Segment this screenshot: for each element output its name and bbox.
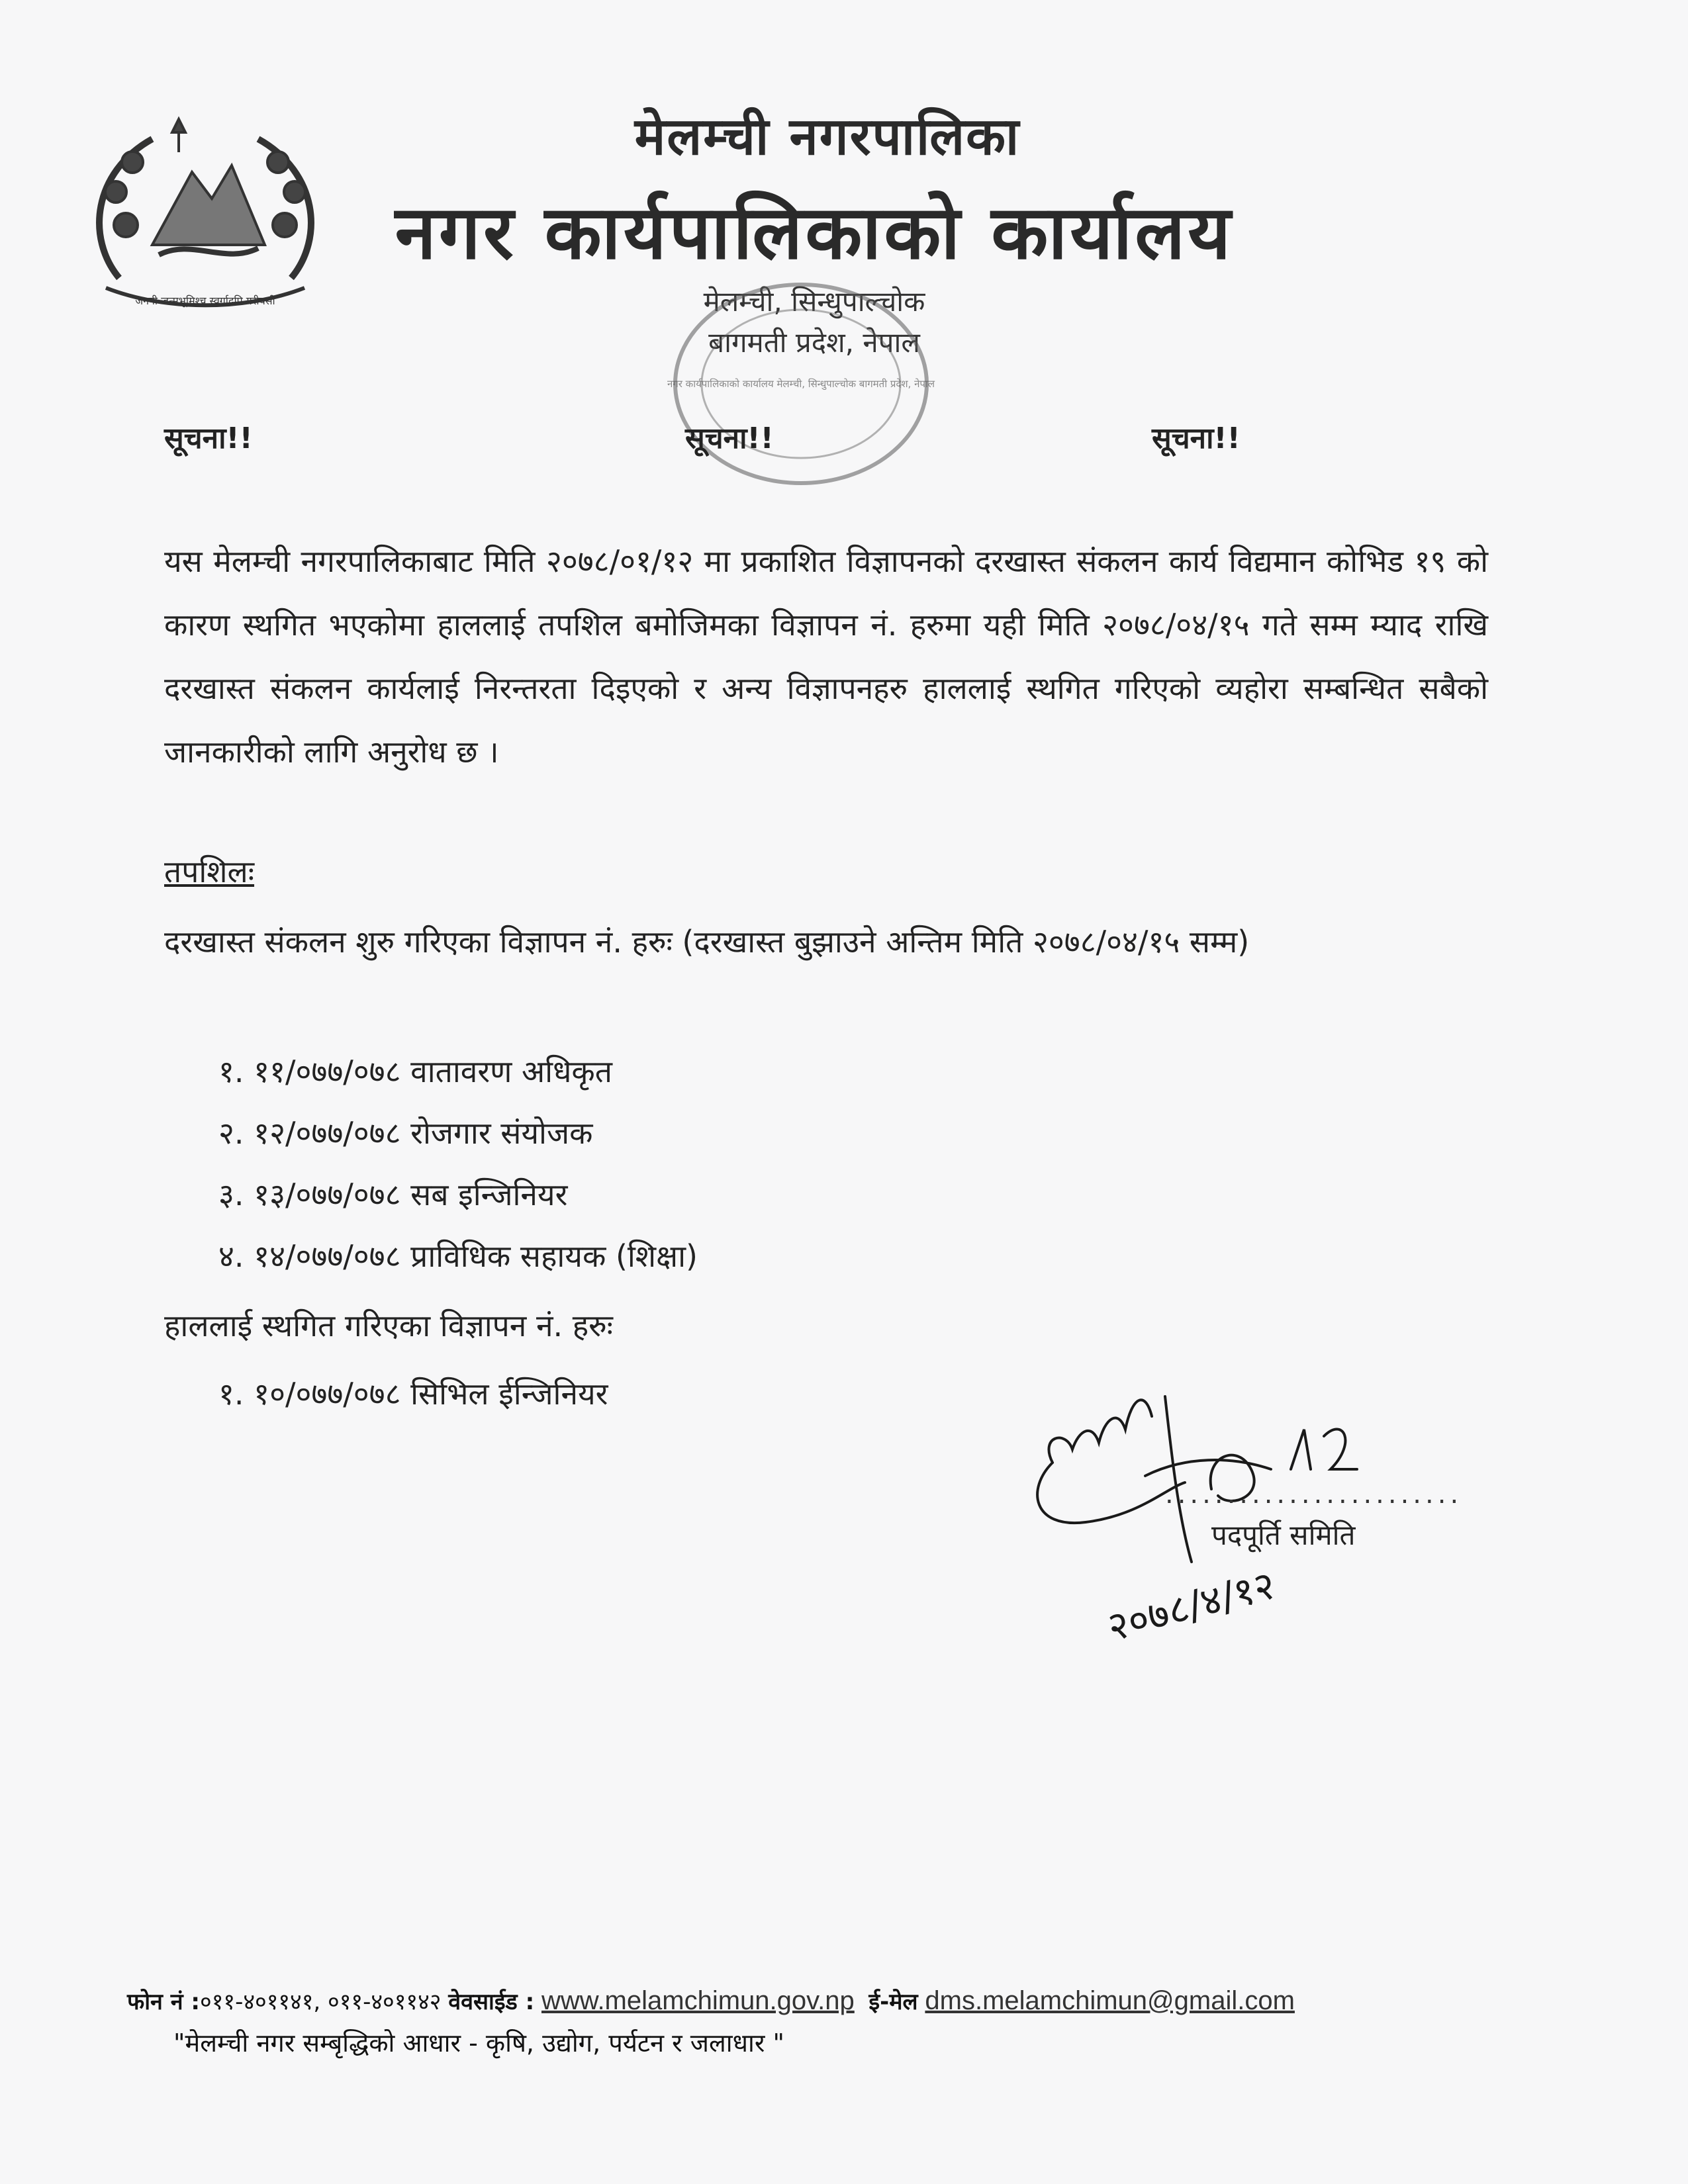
phone-numbers: ०११-४०११४१, ०११-४०११४२ (200, 1989, 442, 2015)
contact-footer (127, 1985, 1617, 2016)
email-label: ई-मेल (868, 1989, 918, 2015)
notice-body: यस मेलम्ची नगरपालिकाबाट मिति २०७८/०१/१२ मा प्रकाशित विज्ञापनको दरखास्त संकलन कार्य विद्यमान कोभिड १९ को कारण स्थगित भएकोमा हाललाई तपशिल बमोजिमका विज्ञापन नं. हरुमा यही मिति २०७८/०४/१५ गते सम्म म्याद राखि दरखास्त संकलन कार्यलाई निरन्तरता दिइएको र अन्य विज्ञापनहरु हाललाई स्थगित गरिएको व्यहोरा सम्बन्धित सबैको जानकारीको लागि अनुरोध छ । (164, 543, 1488, 770)
emblem-motto: जननी जन्मभूमिश्च स्वर्गादपि गरीयसी (135, 295, 275, 307)
footer-slogan: "मेलम्ची नगर सम्बृद्धिको आधार - कृषि, उद्योग, पर्यटन र जलाधार " (173, 2028, 784, 2058)
phone-label: फोन नं : (127, 1989, 201, 2015)
signature-line: ........................ (1165, 1479, 1463, 1510)
list-item: ३. १३/०७७/०७८ सब इन्जिनियर (218, 1177, 568, 1212)
notice-label-right: सूचना!! (1152, 422, 1241, 455)
signature-date: २०७८/४/१२ (1102, 1561, 1280, 1651)
municipality-name: मेलम्ची नगरपालिका (634, 107, 1021, 167)
list-item: १. ११/०७७/०७८ वातावरण अधिकृत (218, 1054, 612, 1089)
list-item: २. १२/०७७/०७८ रोजगार संयोजक (218, 1115, 593, 1151)
postponed-vacancies-heading: हाललाई स्थगित गरिएका विज्ञापन नं. हरुः (164, 1308, 613, 1343)
notice-label-left: सूचना!! (164, 422, 253, 455)
list-item: १. १०/०७७/०७८ सिभिल ईन्जिनियर (218, 1376, 608, 1412)
website-label: वेवसाईड : (448, 1989, 535, 2015)
email-link[interactable]: dms.melamchimun@gmail.com (925, 1986, 1295, 2015)
office-stamp (635, 251, 966, 496)
address-line-2: बागमती प्रदेश, नेपाल (708, 326, 920, 359)
address-line-1: मेलम्ची, सिन्धुपाल्चोक (703, 285, 925, 318)
started-vacancies-list (218, 1041, 698, 1287)
postponed-vacancies-list (218, 1363, 608, 1425)
signatory-title: पदपूर्ति समिति (1211, 1519, 1356, 1551)
notice-label-center: सूचना!! (685, 422, 774, 455)
started-vacancies-heading: दरखास्त संकलन शुरु गरिएका विज्ञापन नं. हरुः (दरखास्त बुझाउने अन्तिम मिति २०७८/०४/१५ सम्म) (164, 924, 1250, 960)
website-link[interactable]: www.melamchimun.gov.np (541, 1986, 855, 2015)
list-item: ४. १४/०७७/०७८ प्राविधिक सहायक (शिक्षा) (218, 1238, 698, 1274)
nepal-emblem-icon (79, 113, 331, 331)
details-heading: तपशिलः (164, 854, 255, 889)
office-name: नगर कार्यपालिकाको कार्यालय (395, 190, 1234, 276)
stamp-text: नगर कार्यपालिकाको कार्यालय मेलम्ची, सिन्धुपाल्चोक बागमती प्रदेश, नेपाल (667, 378, 935, 390)
